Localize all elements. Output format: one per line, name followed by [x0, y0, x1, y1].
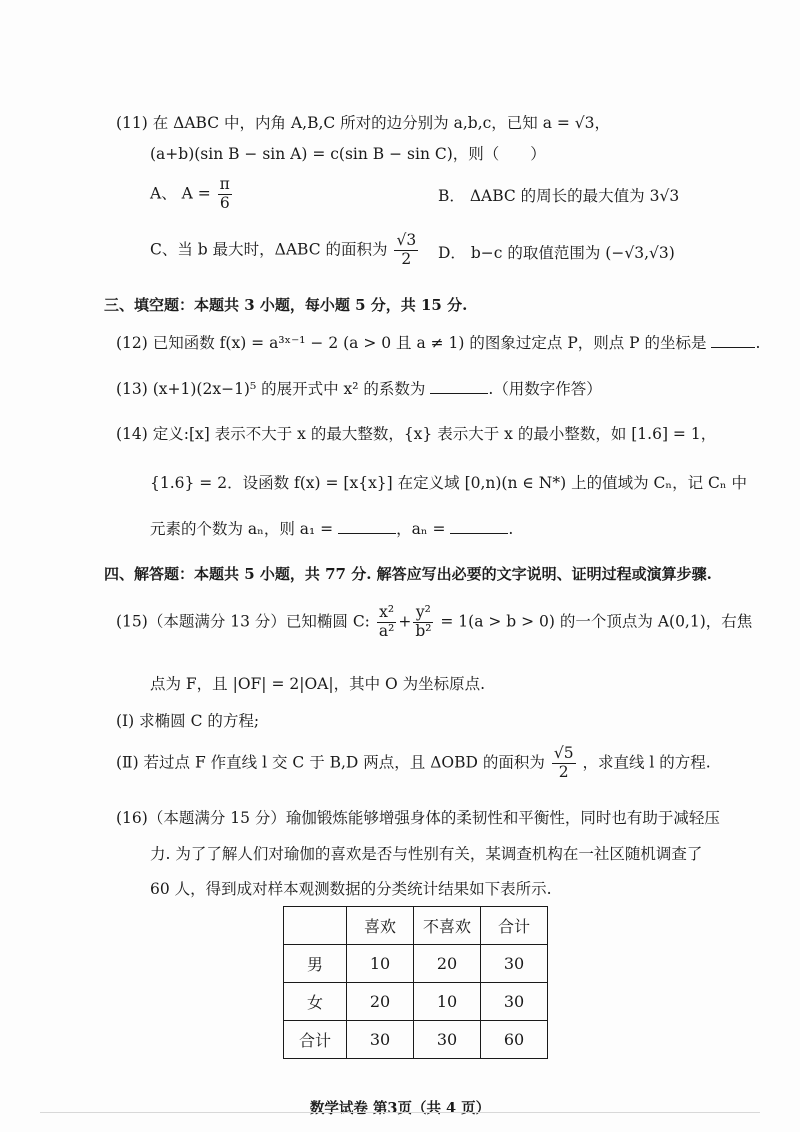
q11-option-a-text: A、 A =: [150, 184, 211, 203]
q14-line3-text: 元素的个数为 aₙ，则 a₁ =: [150, 520, 334, 538]
table-cell: 30: [481, 945, 548, 983]
q11-option-b: B． ΔABC 的周长的最大值为 3√3: [438, 187, 680, 205]
q13-answer-blank: [430, 393, 488, 394]
table-row: [284, 1021, 548, 1059]
q11-option-d: D． b−c 的取值范围为 (−√3,√3): [438, 244, 675, 262]
q14-an-blank: [450, 533, 508, 534]
q16-line3: 60 人，得到成对样本观测数据的分类统计结果如下表所示.: [150, 880, 552, 898]
table-header-cell: 合计: [481, 907, 548, 945]
q14-line3-mid: ，aₙ =: [396, 520, 446, 538]
q11-option-c: [150, 232, 420, 269]
table-row-label: 合计: [284, 1021, 347, 1059]
page-footer: 数学试卷 第3页（共 4 页）: [309, 1100, 491, 1117]
fraction-numerator: √3: [396, 231, 417, 249]
footer-divider: [40, 1112, 760, 1113]
q15-area-fraction: [552, 745, 576, 782]
q15-line1: [116, 604, 752, 641]
q15-plus-sign: +: [398, 612, 412, 631]
q15-line1-text: (15)（本题满分 13 分）已知椭圆 C:: [116, 612, 370, 631]
q11-option-a-fraction: [218, 176, 232, 213]
q15-line2: 点为 F，且 |OF| = 2|OA|，其中 O 为坐标原点.: [150, 675, 486, 693]
table-cell: 20: [414, 945, 481, 983]
table-header-row: [284, 907, 548, 945]
q11-stem-line2: (a+b)(sin B − sin A) = c(sin B − sin C)，则（ ）: [150, 145, 546, 163]
fraction-numerator: x²: [377, 604, 396, 623]
q13-tail: .（用数字作答）: [488, 380, 602, 398]
q11-option-c-fraction: [394, 232, 418, 269]
table-corner-cell: [284, 907, 347, 945]
q16-line1: (16)（本题满分 15 分）瑜伽锻炼能够增强身体的柔韧性和平衡性，同时也有助于减轻压: [116, 809, 720, 827]
q14-line2: {1.6} = 2．设函数 f(x) = [x{x}] 在定义域 [0,n)(n ∈ N*) 上的值域为 Cₙ，记 Cₙ 中: [150, 474, 747, 492]
q15-part2-text: (Ⅱ) 若过点 F 作直线 l 交 C 于 B,D 两点，且 ΔOBD 的面积为: [116, 753, 545, 772]
table-cell: 10: [414, 983, 481, 1021]
fraction-denominator: 6: [219, 193, 230, 212]
q15-y-fraction: [413, 604, 433, 641]
q13: [116, 380, 602, 399]
q14-line1: (14) 定义:[x] 表示不大于 x 的最大整数，{x} 表示大于 x 的最小整数，如 [1.6] = 1，: [116, 425, 717, 443]
q11-option-a: [150, 176, 234, 213]
q14-line3: [150, 520, 513, 539]
q13-text: (13) (x+1)(2x−1)⁵ 的展开式中 x² 的系数为: [116, 380, 426, 398]
q15-line1-tail: = 1(a > b > 0) 的一个顶点为 A(0,1)，右焦: [440, 612, 753, 631]
fraction-denominator: b²: [415, 621, 432, 640]
table-cell: 20: [347, 983, 414, 1021]
q12-answer-blank: [711, 347, 755, 348]
survey-table: [283, 906, 548, 1059]
table-row: [284, 983, 548, 1021]
table-header-cell: 不喜欢: [414, 907, 481, 945]
q16-line2: 力. 为了了解人们对瑜伽的喜欢是否与性别有关，某调查机构在一社区随机调查了: [150, 845, 703, 863]
table-cell: 60: [481, 1021, 548, 1059]
q15-part2: [116, 745, 711, 782]
q14-a1-blank: [338, 533, 396, 534]
table-header-cell: 喜欢: [347, 907, 414, 945]
table-row-label: 女: [284, 983, 347, 1021]
table-cell: 10: [347, 945, 414, 983]
q12-end: .: [755, 334, 761, 352]
fraction-denominator: 2: [401, 249, 412, 268]
fraction-numerator: π: [219, 175, 230, 193]
section-3-heading: 三、填空题：本题共 3 小题，每小题 5 分，共 15 分.: [104, 296, 468, 314]
q12: [116, 334, 760, 353]
section-4-heading: 四、解答题：本题共 5 小题，共 77 分. 解答应写出必要的文字说明、证明过程或演算步骤.: [104, 565, 712, 583]
q11-stem-line1: (11) 在 ΔABC 中，内角 A,B,C 所对的边分别为 a,b,c，已知 a = √3，: [116, 114, 611, 132]
q15-part1: (Ⅰ) 求椭圆 C 的方程;: [116, 712, 260, 730]
table-cell: 30: [414, 1021, 481, 1059]
fraction-numerator: y²: [413, 604, 433, 623]
fraction-denominator: 2: [558, 762, 569, 781]
table-row: [284, 945, 548, 983]
q14-line3-end: .: [508, 520, 514, 538]
table-row-label: 男: [284, 945, 347, 983]
q15-x-fraction: [377, 604, 396, 641]
table-cell: 30: [347, 1021, 414, 1059]
fraction-numerator: √5: [553, 744, 574, 762]
q12-text: (12) 已知函数 f(x) = a³ˣ⁻¹ − 2 (a > 0 且 a ≠ 1) 的图象过定点 P，则点 P 的坐标是: [116, 334, 707, 352]
fraction-denominator: a²: [378, 621, 395, 640]
table-cell: 30: [481, 983, 548, 1021]
q11-option-c-text: C、当 b 最大时，ΔABC 的面积为: [150, 240, 388, 259]
q15-part2-tail: ，求直线 l 的方程.: [582, 753, 711, 772]
